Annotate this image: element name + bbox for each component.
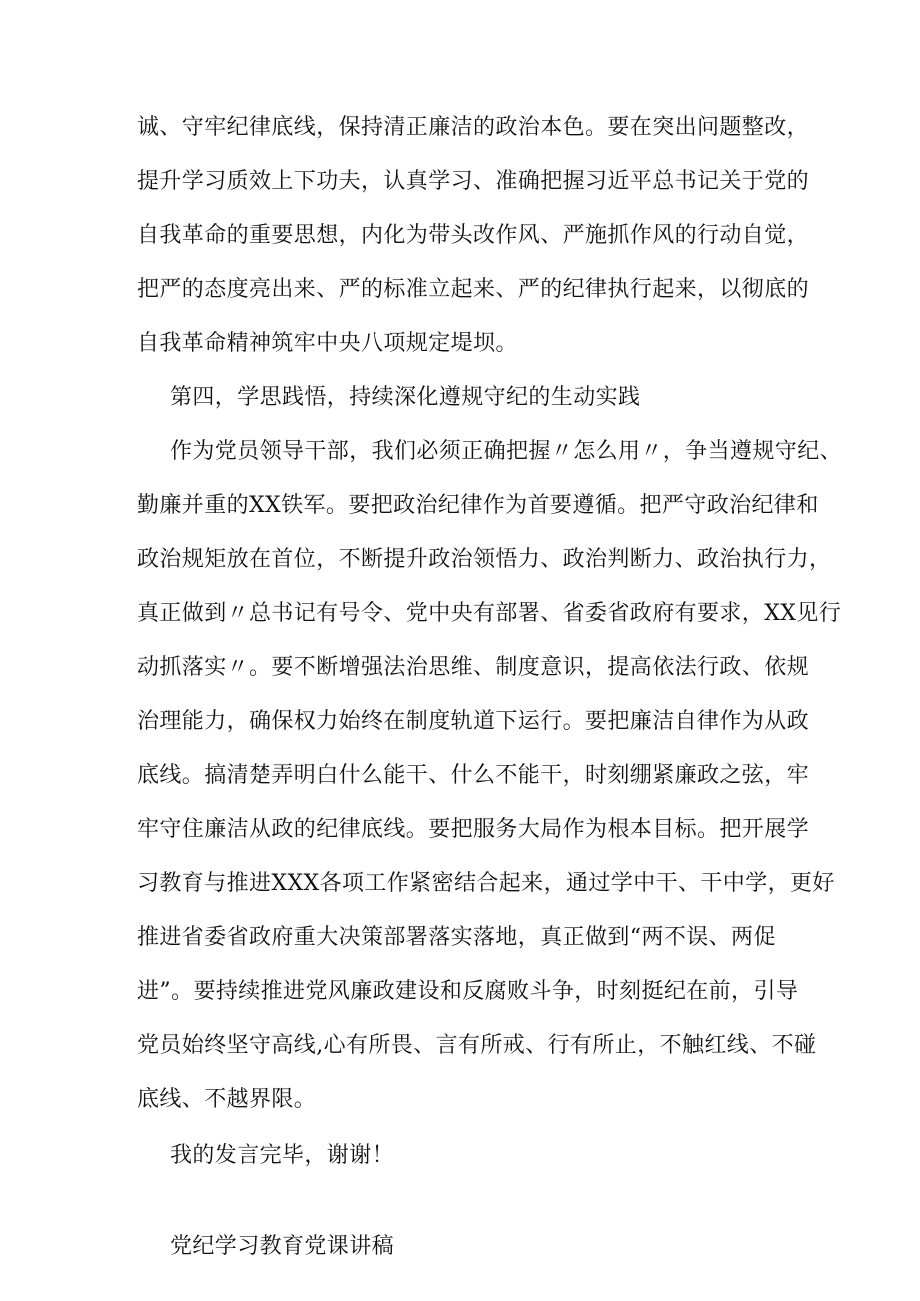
text-line: 政治规矩放在首位，不断提升政治领悟力、政治判断力、政治执行力， <box>137 547 832 572</box>
text-line: 进”。要持续推进党风廉政建设和反腐败斗争，时刻挺纪在前，引导 <box>137 979 799 1004</box>
text-line: 把严的态度亮出来、严的标准立起来、严的纪律执行起来，以彻底的 <box>137 277 810 302</box>
text-line: 真正做到〃总书记有号令、党中央有部署、省委省政府有要求，XX见行 <box>137 601 842 626</box>
text-line: 治理能力，确保权力始终在制度轨道下运行。要把廉洁自律作为从政 <box>137 709 810 734</box>
text-line: 底线、不越界限。 <box>137 1087 317 1112</box>
text-line: 提升学习质效上下功夫，认真学习、准确把握习近平总书记关于党的 <box>137 169 810 194</box>
document-title: 党纪学习教育党课讲稿 <box>170 1234 395 1259</box>
text-line: 勤廉并重的XX铁军。要把政治纪律作为首要遵循。把严守政治纪律和 <box>137 493 819 518</box>
text-line: 作为党员领导干部，我们必须正确把握〃怎么用〃，争当遵规守纪、 <box>170 439 843 464</box>
text-line: 自我革命精神筑牢中央八项规定堤坝。 <box>137 331 518 356</box>
text-line: 习教育与推进XXX各项工作紧密结合起来，通过学中干、干中学，更好 <box>137 871 835 896</box>
section-heading: 第四，学思践悟，持续深化遵规守纪的生动实践 <box>170 385 641 410</box>
text-line: 党员始终坚守高线,心有所畏、言有所戒、行有所止，不触红线、不碰 <box>137 1033 817 1058</box>
text-line: 底线。搞清楚弄明白什么能干、什么不能干，时刻绷紧廉政之弦，牢 <box>137 763 810 788</box>
text-line: 推进省委省政府重大决策部署落实落地，真正做到“两不误、两促 <box>137 925 776 950</box>
text-line: 动抓落实〃。要不断增强法治思维、制度意识，提高依法行政、依规 <box>137 655 810 680</box>
closing-remark: 我的发言完毕，谢谢！ <box>170 1143 395 1168</box>
text-line: 牢守住廉洁从政的纪律底线。要把服务大局作为根本目标。把开展学 <box>137 817 810 842</box>
text-line: 诚、守牢纪律底线，保持清正廉洁的政治本色。要在突出问题整改， <box>137 115 810 140</box>
text-line: 自我革命的重要思想，内化为带头改作风、严施抓作风的行动自觉， <box>137 223 810 248</box>
